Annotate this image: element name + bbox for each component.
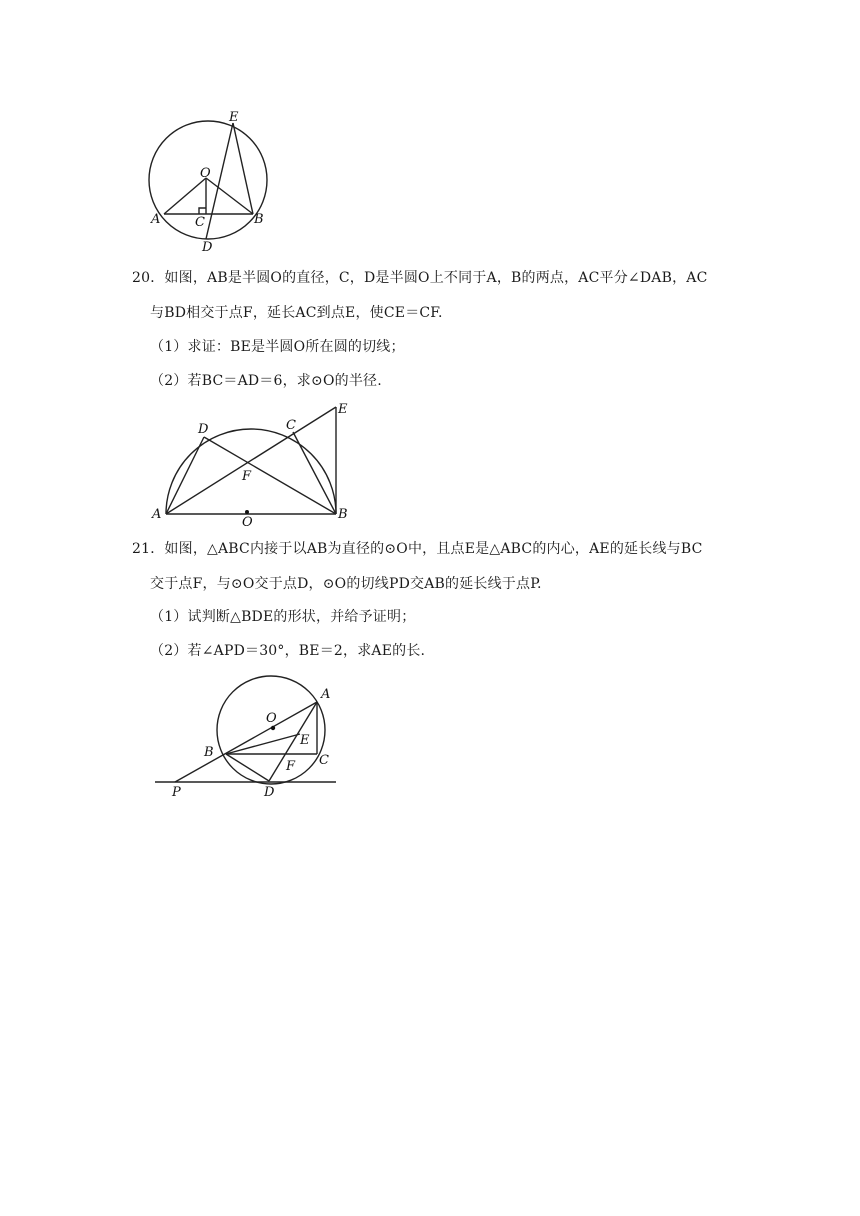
label-f: F [242, 469, 252, 484]
label-o: O [242, 515, 253, 530]
label-d: D [264, 785, 275, 800]
q20-stem-line2: 与BD相交于点F，延长AC到点E，使CE＝CF. [150, 305, 443, 321]
figure-q20-svg [145, 398, 365, 528]
center-point-o [245, 510, 249, 514]
segment-ae [166, 407, 336, 514]
label-c: C [286, 418, 296, 433]
label-b: B [254, 212, 264, 227]
q20-part2: （2）若BC＝AD＝6，求⊙O的半径. [150, 373, 382, 389]
q21-part2: （2）若∠APD＝30°，BE＝2，求AE的长. [150, 643, 426, 659]
label-p: P [172, 785, 181, 800]
center-point-o [271, 726, 275, 730]
label-b: B [204, 745, 214, 760]
label-e: E [229, 110, 239, 125]
label-d: D [198, 422, 209, 437]
figure-q19 [140, 105, 280, 255]
label-e: E [300, 733, 310, 748]
label-f: F [286, 759, 296, 774]
right-angle-mark [199, 208, 206, 214]
circle-o [217, 676, 325, 784]
figure-q19-svg [140, 105, 280, 255]
figure-q20 [145, 398, 365, 528]
label-b: B [338, 507, 348, 522]
q21-stem-line2: 交于点F，与⊙O交于点D，⊙O的切线PD交AB的延长线于点P. [150, 576, 542, 592]
label-a: A [151, 212, 161, 227]
label-c: C [195, 215, 205, 230]
q20-part1: （1）求证：BE是半圆O所在圆的切线； [150, 339, 405, 355]
figure-q21-svg [150, 672, 350, 802]
label-a: A [152, 507, 162, 522]
label-a: A [321, 687, 331, 702]
label-c: C [319, 753, 329, 768]
segment-be [226, 734, 300, 754]
q21-part1: （1）试判断△BDE的形状，并给予证明； [150, 609, 416, 625]
figure-q21 [150, 672, 350, 802]
label-o: O [266, 711, 277, 726]
label-o: O [200, 166, 211, 181]
line-pa [175, 702, 317, 782]
q21-stem-line1: 21．如图，△ABC内接于以AB为直径的⊙O中，且点E是△ABC的内心，AE的延长线与BC [132, 541, 703, 557]
label-d: D [202, 240, 213, 255]
q20-stem-line1: 20．如图，AB是半圆O的直径，C，D是半圆O上不同于A，B的两点，AC平分∠DAB，AC [132, 270, 708, 286]
label-e: E [338, 402, 348, 417]
